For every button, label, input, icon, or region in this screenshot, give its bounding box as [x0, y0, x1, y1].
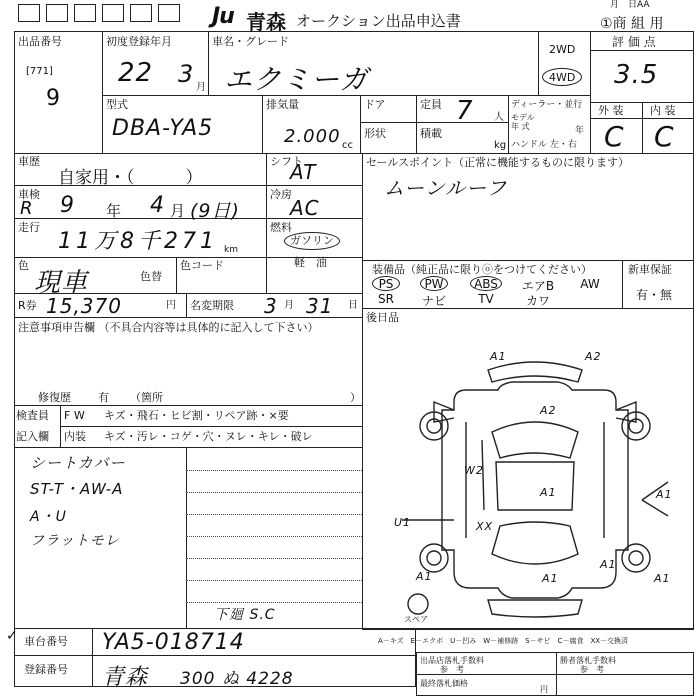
shift-label: シフト [270, 155, 303, 168]
color-tone-label: 色替 [140, 270, 162, 283]
month-unit: 月 [196, 82, 206, 93]
recycle-label: R券 [18, 299, 37, 312]
checkbox-square[interactable] [74, 4, 96, 22]
shape-label: 形状 [364, 127, 386, 140]
logo: Ju [212, 4, 234, 29]
exterior-label: 外 装 [598, 104, 624, 117]
damage-mark: A1 [540, 486, 557, 499]
first-reg-year: 22 [118, 58, 154, 88]
handle-label: ハンドル 左・右 [511, 140, 577, 150]
history-label: 車歴 [18, 155, 40, 168]
damage-mark: A1 [542, 572, 559, 585]
door-label: ドア [364, 98, 386, 111]
fw-label: F W [64, 409, 85, 422]
sheet-type: ①商 組 用 [600, 16, 664, 32]
inspection-month-unit: 月 [170, 202, 186, 220]
final-price-label: 最終落札価格 [420, 679, 468, 688]
name-change-day-unit: 日 [348, 300, 358, 311]
equipment-label: 装備品（純正品に限りⓞをつけてください） [372, 263, 592, 276]
checkbox-square[interactable] [18, 4, 40, 22]
exhibitor-fee-label: 出品店落札手数料 [420, 656, 484, 665]
registration-region: 青森 [102, 665, 149, 690]
damage-mark: U1 [394, 516, 412, 529]
inspection-label: 車検 [18, 188, 40, 201]
color-code-label: 色コード [180, 259, 224, 272]
exterior-grade: C [604, 120, 625, 153]
check-mark: ✓ [6, 628, 19, 644]
repair-value: 有 [98, 391, 109, 404]
capacity-value: 7 [456, 96, 474, 126]
checkbox-square[interactable] [158, 4, 180, 22]
interior-label: 内 装 [650, 104, 676, 117]
name-change-label: 名変期限 [190, 299, 234, 312]
dealer-label: ディーラー・並行 [511, 100, 583, 110]
drive-2wd: 2WD [549, 43, 576, 56]
repair-label: 修復歴 [38, 391, 71, 404]
fw-items: キズ・飛石・ヒビ割・リペア跡・×要 [104, 409, 289, 422]
damage-mark: A2 [540, 404, 557, 417]
equipment-pw[interactable]: PW [424, 277, 444, 291]
damage-mark: A2 [585, 350, 602, 363]
displacement-label: 排気量 [266, 98, 299, 111]
handwritten-note: フラットモレ [30, 533, 120, 549]
displacement-value: 2.000 [284, 126, 341, 147]
model-label: 車名・グレード [212, 35, 289, 48]
undercarriage-note: 下廻 S.C [214, 607, 276, 623]
model-name: エクミーガ [224, 63, 369, 96]
recycle-value: 15,370 [46, 294, 122, 318]
registration-number: 300 ぬ 4228 [180, 669, 294, 689]
chassis-label: 車台番号 [24, 635, 68, 648]
int-items: キズ・汚レ・コゲ・穴・ヌレ・キレ・破レ [104, 430, 313, 443]
post-sale-label: 後日品 [366, 311, 399, 324]
reference-label: 参 考 [580, 665, 604, 674]
yen-unit: 円 [540, 685, 548, 694]
equipment-airbag[interactable]: エアB [521, 279, 555, 293]
recycle-yen: 円 [166, 300, 176, 311]
cc-unit: cc [342, 140, 353, 151]
equipment-ps[interactable]: PS [378, 277, 394, 291]
mileage-label: 走行 [18, 221, 40, 234]
equipment-tv[interactable]: TV [478, 292, 494, 306]
checkbox-square[interactable] [46, 4, 68, 22]
date-field: 月 日AA [610, 0, 650, 10]
aircon-value: AC [290, 196, 320, 220]
repair-places: （箇所 [130, 391, 163, 404]
damage-mark: A1 [490, 350, 507, 363]
damage-mark: A1 [656, 488, 673, 501]
damage-mark: A1 [416, 570, 433, 583]
equipment-navi[interactable]: ナビ [421, 294, 446, 308]
chassis-value: YA5-018714 [102, 630, 245, 655]
name-change-month-unit: 月 [284, 300, 294, 311]
equipment-sr[interactable]: SR [378, 292, 394, 306]
year-unit: 年 [575, 126, 585, 136]
inspection-era: R [20, 198, 34, 219]
damage-mark: XX [476, 520, 494, 533]
inspection-year-unit: 年 [106, 202, 122, 220]
type-label: 型式 [106, 98, 128, 111]
inspection-year: 9 [60, 193, 75, 218]
type-value: DBA-YA5 [112, 116, 214, 141]
new-car-warranty-label: 新車保証 [628, 263, 672, 276]
int-label: 内装 [64, 430, 86, 443]
spare-label: スペア [404, 615, 428, 624]
model-year-label: モデル 年 式 [511, 113, 535, 131]
circle-mark [420, 276, 448, 291]
capacity-label: 定員 [420, 98, 442, 111]
grade-value: 3.5 [614, 60, 659, 90]
mileage-value: 11万8千271 [58, 229, 218, 254]
sales-point-value: ムーンルーフ [384, 176, 508, 200]
grade-label: 評 価 点 [612, 35, 656, 49]
name-change-month: 3 [264, 294, 278, 318]
first-reg-label: 初度登録年月 [106, 35, 172, 48]
sales-point-label: セールスポイント（正常に機能するものに限ります） [366, 156, 630, 169]
equipment-abs[interactable]: ABS [474, 277, 498, 291]
registration-label: 登録番号 [24, 663, 68, 676]
interior-grade: C [654, 120, 675, 153]
inspector-entry-label: 記入欄 [16, 430, 49, 443]
equipment-aw[interactable]: AW [580, 277, 600, 291]
fuel-kerosene: 軽 油 [294, 256, 327, 269]
equipment-leather[interactable]: カワ [525, 294, 550, 308]
page-title: オークション出品申込書 [296, 12, 461, 30]
drive-4wd: 4WD [549, 71, 576, 84]
circle-mark [470, 276, 502, 291]
damage-mark: W2 [464, 464, 484, 477]
shift-value: AT [290, 160, 317, 184]
damage-mark: A1 [600, 558, 617, 571]
inspector-label: 検査員 [16, 409, 49, 422]
repair-close: ） [350, 391, 361, 404]
new-car-warranty-value: 有・無 [636, 288, 673, 302]
inspection-day: (9日) [190, 200, 240, 222]
first-reg-month: 3 [178, 60, 195, 88]
car-damage-diagram [362, 340, 694, 630]
checkbox-square[interactable] [102, 4, 124, 22]
handwritten-note: シートカバー [30, 454, 126, 472]
kg-unit: kg [494, 140, 507, 151]
aircon-label: 冷房 [270, 188, 292, 201]
auction-name: 青森 [246, 10, 286, 34]
notes-label: 注意事項申告欄 （不具合内容等は具体的に記入して下さい） [18, 321, 319, 334]
fuel-gasoline: ガソリン [290, 234, 334, 247]
checkbox-square[interactable] [130, 4, 152, 22]
handwritten-note: ST-T・AW-A [30, 480, 124, 498]
persons-unit: 人 [494, 112, 504, 123]
km-unit: km [224, 245, 238, 255]
lot-code: [771] [26, 66, 53, 77]
inspection-month: 4 [150, 193, 165, 218]
reference-label: 参 考 [440, 665, 464, 674]
load-label: 積載 [420, 127, 442, 140]
circle-mark [372, 276, 400, 291]
color-value: 現車 [34, 268, 89, 298]
diagram-legend: A－キズ E－エクボ U－凹み W－補修跡 S－サビ C－腐食 XX－交換済 [378, 637, 629, 645]
history-value: 自家用・（ ） [58, 168, 203, 188]
handwritten-note: A・U [30, 509, 67, 525]
buyer-fee-label: 勝者落札手数料 [560, 656, 616, 665]
lot-number: 9 [46, 86, 60, 111]
fuel-label: 燃料 [270, 221, 292, 234]
color-label: 色 [18, 259, 29, 272]
lot-no-label: 出品番号 [18, 35, 62, 48]
damage-mark: A1 [654, 572, 671, 585]
name-change-day: 31 [306, 294, 334, 318]
